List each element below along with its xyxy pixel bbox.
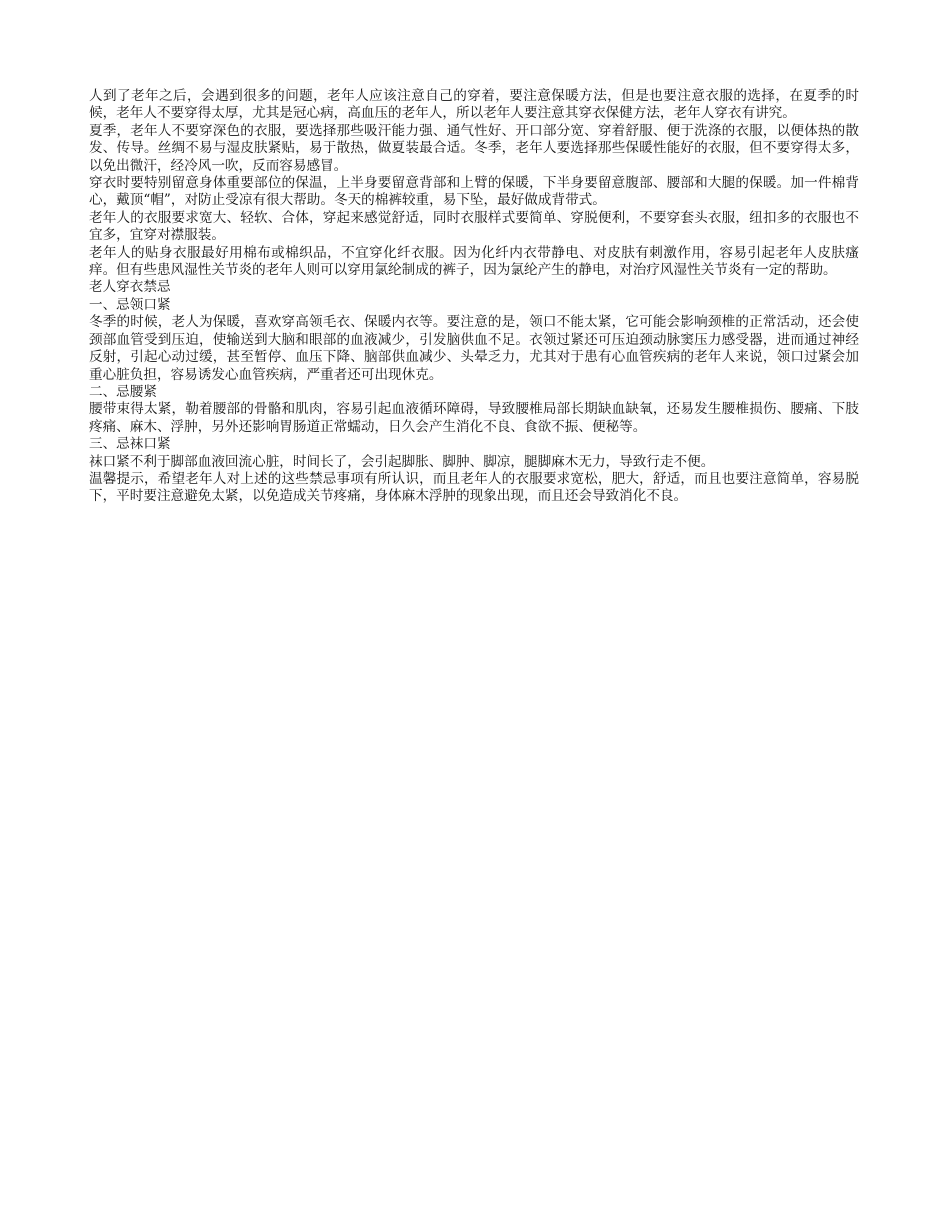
clothing-style-paragraph: 老年人的衣服要求宽大、轻软、合体，穿起来感觉舒适，同时衣服样式要简单、穿脱便利，不要穿套头衣服，纽扣多的衣服也不宜多，宜穿对襟服装。 <box>89 209 859 244</box>
collar-heading: 一、忌领口紧 <box>89 296 171 313</box>
sock-heading: 三、忌袜口紧 <box>89 436 171 453</box>
intro-paragraph: 人到了老年之后，会遇到很多的问题，老年人应该注意自己的穿着，要注意保暖方法，但是也要注意衣服的选择，在夏季的时候，老年人不要穿得太厚，尤其是冠心病，高血压的老年人，所以老年人要注意其穿衣保健方法，老年人穿衣有讲究。 <box>89 88 859 122</box>
waist-paragraph: 腰带束得太紧，勒着腰部的骨骼和肌肉，容易引起血液循环障碍，导致腰椎局部长期缺血缺氧，还易发生腰椎损伤、腰痛、下肢疼痛、麻木、浮肿，另外还影响胃肠道正常蠕动，日久会产生消化不良、食欲不振、便秘等。 <box>89 401 859 435</box>
document-body <box>89 88 859 506</box>
waist-heading: 二、忌腰紧 <box>89 383 157 400</box>
taboos-heading: 老人穿衣禁忌 <box>89 279 171 296</box>
underwear-paragraph: 老年人的贴身衣服最好用棉布或棉织品，不宜穿化纤衣服。因为化纤内衣带静电、对皮肤有刺激作用，容易引起老年人皮肤瘙痒。但有些患风湿性关节炎的老年人则可以穿用氯纶制成的裤子，因为氯纶产生的静电，对治疗风湿性关节炎有一定的帮助。 <box>89 244 859 279</box>
summer-winter-paragraph: 夏季，老年人不要穿深色的衣服，要选择那些吸汗能力强、通气性好、开口部分宽、穿着舒服、便于洗涤的衣服，以便体热的散发、传导。丝绸不易与湿皮肤紧贴，易于散热，做夏装最合适。冬季，老年人要选择那些保暖性能好的衣服，但不要穿得太多，以免出微汗，经冷风一吹，反而容易感冒。 <box>89 122 859 174</box>
sock-paragraph: 袜口紧不利于脚部血液回流心脏，时间长了，会引起脚胀、脚肿、脚凉，腿脚麻木无力，导致行走不便。 <box>89 453 715 470</box>
tip-paragraph: 温馨提示，希望老年人对上述的这些禁忌事项有所认识，而且老年人的衣服要求宽松，肥大，舒适，而且也要注意简单，容易脱下，平时要注意避免太紧，以免造成关节疼痛，身体麻木浮肿的现象出现，而且还会导致消化不良。 <box>89 470 859 505</box>
warmth-paragraph: 穿衣时要特别留意身体重要部位的保温，上半身要留意背部和上臂的保暖，下半身要留意腹部、腰部和大腿的保暖。加一件棉背心，戴顶“帽”，对防止受凉有很大帮助。冬天的棉裤较重，易下坠，最好做成背带式。 <box>89 175 859 209</box>
collar-paragraph: 冬季的时候，老人为保暖，喜欢穿高领毛衣、保暖内衣等。要注意的是，领口不能太紧，它可能会影响颈椎的正常活动，还会使颈部血管受到压迫，使输送到大脑和眼部的血液减少，引发脑供血不足。衣领过紧还可压迫颈动脉窦压力感受器，进而通过神经反射，引起心动过缓，甚至暂停、血压下降、脑部供血减少、头晕乏力，尤其对于患有心血管疾病的老年人来说，领口过紧会加重心脏负担，容易诱发心血管疾病，严重者还可出现休克。 <box>89 314 859 383</box>
